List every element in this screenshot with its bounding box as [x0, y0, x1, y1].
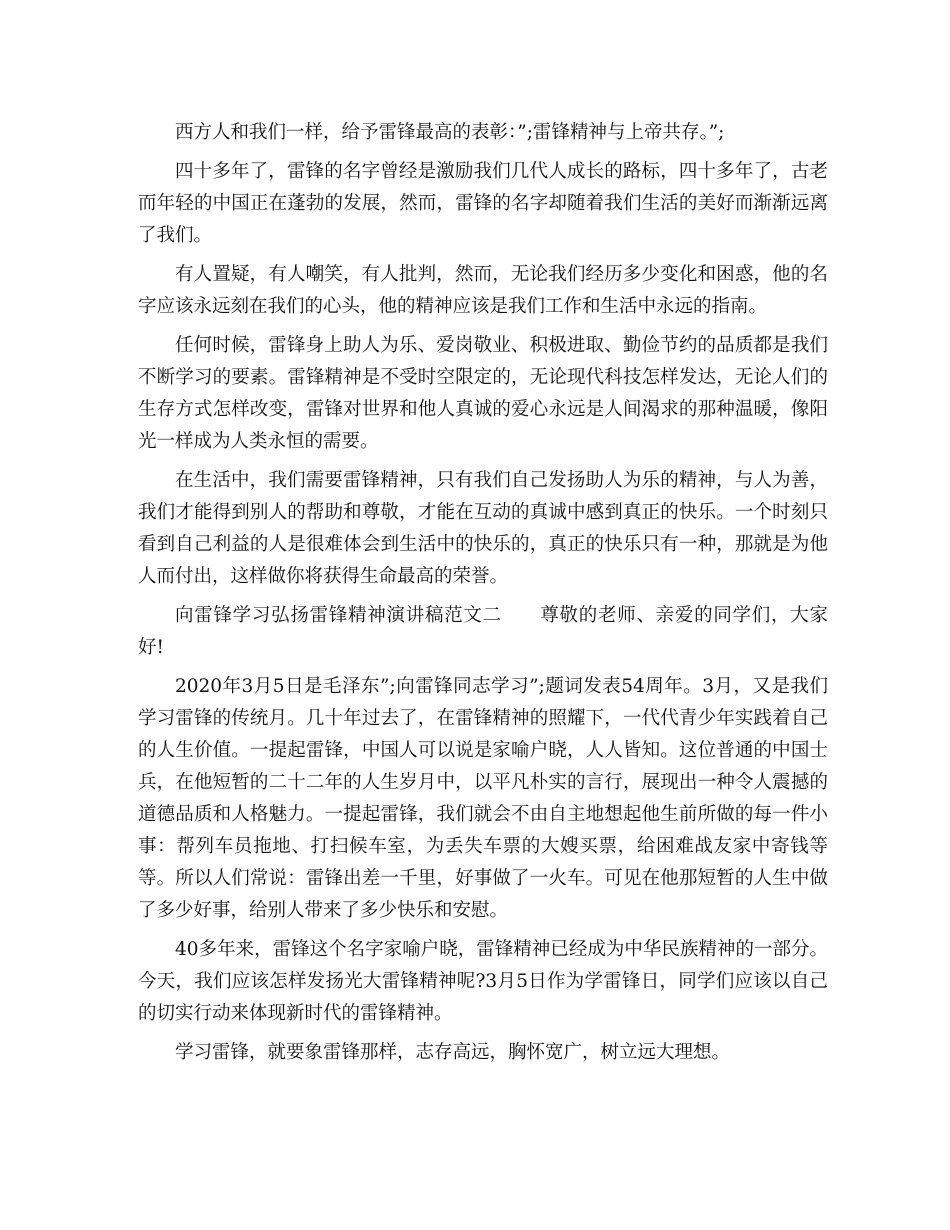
- paragraph-8: 40多年来，雷锋这个名字家喻户晓，雷锋精神已经成为中华民族精神的一部分。今天，我们应该怎样发扬光大雷锋精神呢?3月5日作为学雷锋日，同学们应该以自己的切实行动来体现新时代的雷锋精神。: [138, 939, 828, 1024]
- paragraph-5: 在生活中，我们需要雷锋精神，只有我们自己发扬助人为乐的精神，与人为善，我们才能得到别人的帮助和尊敬，才能在互动的真诚中感到真正的快乐。一个时刻只看到自己利益的人是很难体会到生活中的快乐的，真正的快乐只有一种，那就是为他人而付出，这样做你将获得生命最高的荣誉。: [138, 470, 828, 587]
- paragraph-3: 有人置疑，有人嘲笑，有人批判，然而，无论我们经历多少变化和困惑，他的名字应该永远刻在我们的心头，他的精神应该是我们工作和生活中永远的指南。: [138, 264, 828, 317]
- paragraph-1: 西方人和我们一样，给予雷锋最高的表彰：”;雷锋精神与上帝共存。”;: [175, 122, 725, 143]
- document-body: [138, 117, 828, 1076]
- paragraph-9: 学习雷锋，就要象雷锋那样，志存高远，胸怀宽广，树立远大理想。: [175, 1042, 731, 1063]
- paragraph-6-section-heading: 向雷锋学习弘扬雷锋精神演讲稿范文二 尊敬的老师、亲爱的同学们，大家好!: [138, 605, 828, 658]
- paragraph-2: 四十多年了，雷锋的名字曾经是激励我们几代人成长的路标，四十多年了，古老而年轻的中国正在蓬勃的发展，然而，雷锋的名字却随着我们生活的美好而渐渐远离了我们。: [138, 161, 828, 246]
- paragraph-7: 2020年3月5日是毛泽东”;向雷锋同志学习”;题词发表54周年。3月，又是我们学习雷锋的传统月。几十年过去了，在雷锋精神的照耀下，一代代青少年实践着自己的人生价值。一提起雷锋，中国人可以说是家喻户晓，人人皆知。这位普通的中国士兵，在他短暂的二十二年的人生岁月中，以平凡朴实的言行，展现出一种令人震撼的道德品质和人格魅力。一提起雷锋，我们就会不由自主地想起他生前所做的每一件小事：帮列车员拖地、打扫候车室，为丢失车票的大嫂买票，给困难战友家中寄钱等等。所以人们常说：雷锋出差一千里，好事做了一火车。可见在他那短暂的人生中做了多少好事，给别人带来了多少快乐和安慰。: [138, 676, 828, 921]
- paragraph-4: 任何时候，雷锋身上助人为乐、爱岗敬业、积极进取、勤俭节约的品质都是我们不断学习的要素。雷锋精神是不受时空限定的，无论现代科技怎样发达，无论人们的生存方式怎样改变，雷锋对世界和他人真诚的爱心永远是人间渴求的那种温暖，像阳光一样成为人类永恒的需要。: [138, 335, 828, 452]
